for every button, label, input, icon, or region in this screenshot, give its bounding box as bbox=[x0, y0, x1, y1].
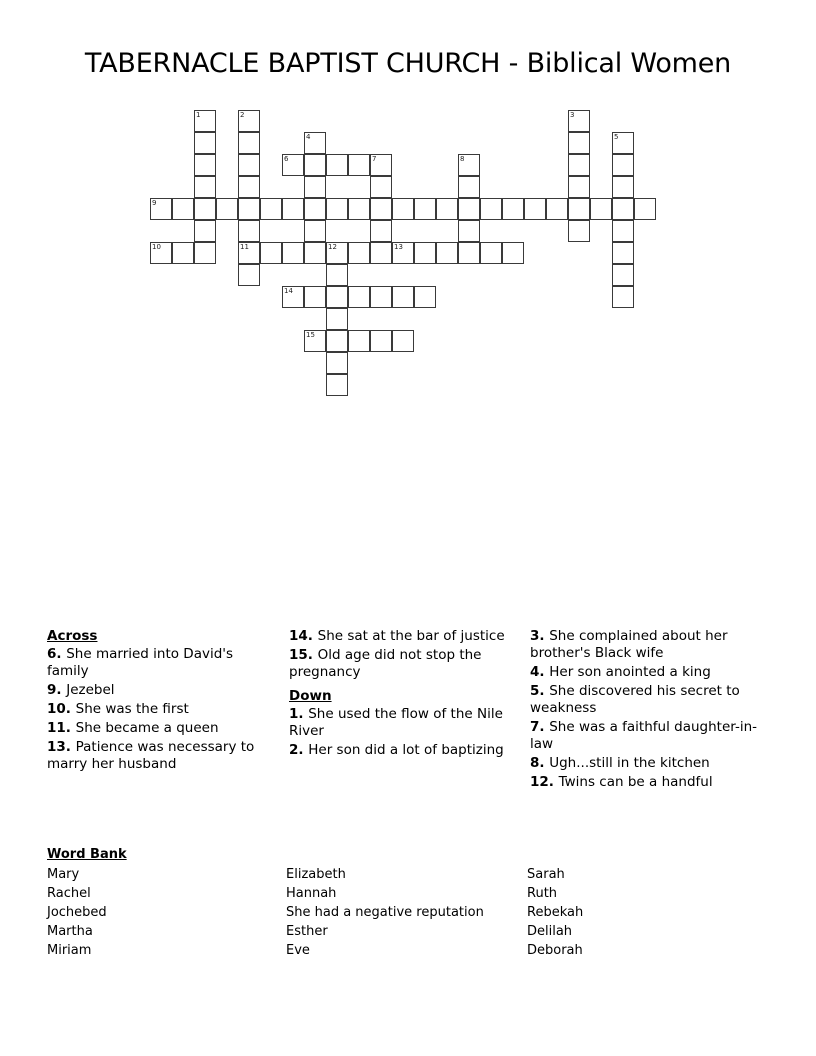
word-bank-entry: Delilah bbox=[527, 924, 573, 939]
grid-cell[interactable] bbox=[194, 154, 216, 176]
clue-item bbox=[47, 701, 275, 718]
grid-cell[interactable] bbox=[238, 132, 260, 154]
grid-cell[interactable] bbox=[436, 242, 458, 264]
grid-cell[interactable] bbox=[392, 286, 414, 308]
word-bank-entry: Esther bbox=[286, 924, 328, 939]
clue-item bbox=[47, 682, 275, 699]
word-bank-entry: Eve bbox=[286, 943, 310, 958]
grid-cell[interactable] bbox=[194, 132, 216, 154]
grid-cell-number: 15 bbox=[306, 331, 315, 339]
clue-item bbox=[289, 706, 517, 740]
grid-cell[interactable] bbox=[238, 264, 260, 286]
grid-cell[interactable] bbox=[194, 198, 216, 220]
grid-cell[interactable] bbox=[150, 198, 172, 220]
grid-cell[interactable] bbox=[326, 374, 348, 396]
word-bank-entry: Martha bbox=[47, 924, 93, 939]
grid-cell[interactable] bbox=[612, 132, 634, 154]
grid-cell[interactable] bbox=[546, 198, 568, 220]
grid-cell[interactable] bbox=[348, 242, 370, 264]
clues-column-2 bbox=[289, 628, 517, 761]
grid-cell-number: 8 bbox=[460, 155, 465, 163]
grid-cell[interactable] bbox=[282, 286, 304, 308]
grid-cell[interactable] bbox=[150, 242, 172, 264]
grid-cell[interactable] bbox=[348, 154, 370, 176]
word-bank-entry: Rachel bbox=[47, 886, 91, 901]
grid-cell[interactable] bbox=[282, 154, 304, 176]
grid-cell[interactable] bbox=[370, 242, 392, 264]
grid-cell[interactable] bbox=[194, 220, 216, 242]
grid-cell[interactable] bbox=[568, 176, 590, 198]
word-bank-entry: Elizabeth bbox=[286, 867, 346, 882]
clue-item bbox=[47, 720, 275, 737]
grid-cell[interactable] bbox=[194, 110, 216, 132]
grid-cell[interactable] bbox=[414, 286, 436, 308]
grid-cell-number: 11 bbox=[240, 243, 249, 251]
clue-text: She used the flow of the Nile River bbox=[289, 706, 503, 739]
clue-number: 2. bbox=[289, 742, 309, 758]
grid-cell[interactable] bbox=[392, 330, 414, 352]
grid-cell[interactable] bbox=[612, 176, 634, 198]
word-bank-heading: Word Bank bbox=[47, 847, 127, 862]
clue-item bbox=[47, 646, 275, 680]
grid-cell[interactable] bbox=[172, 242, 194, 264]
word-bank-rows bbox=[47, 865, 747, 960]
grid-cell[interactable] bbox=[568, 220, 590, 242]
grid-cell[interactable] bbox=[326, 242, 348, 264]
grid-cell[interactable] bbox=[326, 352, 348, 374]
grid-cell[interactable] bbox=[194, 242, 216, 264]
grid-cell[interactable] bbox=[304, 198, 326, 220]
grid-cell[interactable] bbox=[304, 176, 326, 198]
grid-cell-number: 12 bbox=[328, 243, 337, 251]
grid-cell[interactable] bbox=[238, 154, 260, 176]
grid-cell[interactable] bbox=[238, 220, 260, 242]
grid-cell[interactable] bbox=[326, 308, 348, 330]
grid-cell-number: 3 bbox=[570, 111, 575, 119]
clue-section-heading: Down bbox=[289, 688, 332, 704]
grid-cell[interactable] bbox=[370, 330, 392, 352]
grid-cell[interactable] bbox=[502, 242, 524, 264]
grid-cell[interactable] bbox=[370, 220, 392, 242]
clue-text: Her son did a lot of baptizing bbox=[308, 742, 504, 758]
clue-text: She became a queen bbox=[75, 720, 219, 736]
grid-cell[interactable] bbox=[304, 286, 326, 308]
grid-cell[interactable] bbox=[348, 330, 370, 352]
grid-cell[interactable] bbox=[172, 198, 194, 220]
grid-cell[interactable] bbox=[348, 198, 370, 220]
grid-cell[interactable] bbox=[326, 264, 348, 286]
grid-cell[interactable] bbox=[458, 198, 480, 220]
grid-cell[interactable] bbox=[502, 198, 524, 220]
grid-cell[interactable] bbox=[612, 154, 634, 176]
clue-number: 14. bbox=[289, 628, 318, 644]
clue-text: Old age did not stop the pregnancy bbox=[289, 647, 482, 680]
word-bank-entry: She had a negative reputation bbox=[286, 905, 484, 920]
grid-cell[interactable] bbox=[348, 286, 370, 308]
clue-section-heading: Across bbox=[47, 628, 98, 644]
grid-cell[interactable] bbox=[612, 286, 634, 308]
grid-cell[interactable] bbox=[326, 330, 348, 352]
grid-cell[interactable] bbox=[458, 154, 480, 176]
clue-item bbox=[530, 719, 765, 753]
grid-cell[interactable] bbox=[326, 286, 348, 308]
clue-number: 7. bbox=[530, 719, 550, 735]
grid-cell[interactable] bbox=[612, 264, 634, 286]
grid-cell[interactable] bbox=[326, 154, 348, 176]
grid-cell[interactable] bbox=[194, 176, 216, 198]
word-bank-entry: Rebekah bbox=[527, 905, 584, 920]
clue-text: Ugh...still in the kitchen bbox=[549, 755, 710, 771]
clue-number: 11. bbox=[47, 720, 76, 736]
clue-text: Twins can be a handful bbox=[558, 774, 713, 790]
clues-column-1 bbox=[47, 628, 275, 775]
grid-cell-number: 2 bbox=[240, 111, 245, 119]
clue-number: 8. bbox=[530, 755, 550, 771]
grid-cell-number: 10 bbox=[152, 243, 161, 251]
grid-cell-number: 1 bbox=[196, 111, 201, 119]
grid-cell[interactable] bbox=[304, 330, 326, 352]
grid-cell[interactable] bbox=[568, 110, 590, 132]
clue-number: 9. bbox=[47, 682, 67, 698]
grid-cell[interactable] bbox=[414, 242, 436, 264]
clue-text: Her son anointed a king bbox=[549, 664, 711, 680]
clue-number: 6. bbox=[47, 646, 67, 662]
clue-text: She sat at the bar of justice bbox=[317, 628, 505, 644]
grid-cell[interactable] bbox=[612, 242, 634, 264]
grid-cell[interactable] bbox=[326, 198, 348, 220]
grid-cell[interactable] bbox=[238, 110, 260, 132]
grid-cell[interactable] bbox=[370, 286, 392, 308]
clue-text: She was the first bbox=[75, 701, 189, 717]
clue-number: 4. bbox=[530, 664, 550, 680]
grid-cell-number: 14 bbox=[284, 287, 293, 295]
clue-item bbox=[289, 647, 517, 681]
clue-text: Jezebel bbox=[66, 682, 115, 698]
clue-item bbox=[47, 739, 275, 773]
grid-cell[interactable] bbox=[568, 198, 590, 220]
grid-cell[interactable] bbox=[634, 198, 656, 220]
word-bank-entry: Sarah bbox=[527, 867, 565, 882]
grid-cell[interactable] bbox=[238, 242, 260, 264]
grid-cell[interactable] bbox=[458, 242, 480, 264]
clue-text: She was a faithful daughter-in-law bbox=[530, 719, 757, 752]
clue-text: She married into David's family bbox=[47, 646, 234, 679]
clue-number: 12. bbox=[530, 774, 559, 790]
clue-item bbox=[530, 774, 765, 791]
grid-cell[interactable] bbox=[238, 198, 260, 220]
grid-cell[interactable] bbox=[568, 154, 590, 176]
word-bank-entry: Hannah bbox=[286, 886, 337, 901]
crossword-grid[interactable] bbox=[150, 110, 680, 400]
clue-number: 13. bbox=[47, 739, 76, 755]
clue-text: She complained about her brother's Black wife bbox=[530, 628, 728, 661]
clue-number: 5. bbox=[530, 683, 550, 699]
clue-item bbox=[530, 683, 765, 717]
word-bank-entry: Mary bbox=[47, 867, 80, 882]
grid-cell[interactable] bbox=[216, 198, 238, 220]
grid-cell-number: 6 bbox=[284, 155, 289, 163]
word-bank-entry: Miriam bbox=[47, 943, 92, 958]
grid-cell[interactable] bbox=[480, 198, 502, 220]
grid-cell[interactable] bbox=[458, 220, 480, 242]
clues-column-3 bbox=[530, 628, 765, 793]
grid-cell[interactable] bbox=[392, 198, 414, 220]
word-bank bbox=[47, 845, 747, 960]
clue-number: 10. bbox=[47, 701, 76, 717]
grid-cell[interactable] bbox=[370, 154, 392, 176]
clue-number: 3. bbox=[530, 628, 550, 644]
grid-cell[interactable] bbox=[568, 132, 590, 154]
grid-cell[interactable] bbox=[414, 198, 436, 220]
grid-cell[interactable] bbox=[458, 176, 480, 198]
grid-cell[interactable] bbox=[480, 242, 502, 264]
grid-cell-number: 13 bbox=[394, 243, 403, 251]
word-bank-entry: Ruth bbox=[527, 886, 558, 901]
grid-cell[interactable] bbox=[436, 198, 458, 220]
clue-text: She discovered his secret to weakness bbox=[530, 683, 740, 716]
grid-cell[interactable] bbox=[524, 198, 546, 220]
word-bank-row bbox=[47, 884, 747, 903]
grid-cell[interactable] bbox=[304, 154, 326, 176]
clue-item bbox=[289, 628, 517, 645]
grid-cell[interactable] bbox=[612, 220, 634, 242]
grid-cell[interactable] bbox=[304, 242, 326, 264]
grid-cell[interactable] bbox=[282, 198, 304, 220]
word-bank-entry: Deborah bbox=[527, 943, 583, 958]
grid-cell[interactable] bbox=[260, 198, 282, 220]
grid-cell[interactable] bbox=[304, 132, 326, 154]
grid-cell-number: 5 bbox=[614, 133, 619, 141]
grid-cell[interactable] bbox=[590, 198, 612, 220]
clue-text: Patience was necessary to marry her husband bbox=[47, 739, 255, 772]
grid-cell[interactable] bbox=[238, 176, 260, 198]
grid-cell[interactable] bbox=[392, 242, 414, 264]
grid-cell[interactable] bbox=[370, 198, 392, 220]
clue-item bbox=[289, 742, 517, 759]
grid-cell[interactable] bbox=[370, 176, 392, 198]
clue-item bbox=[530, 664, 765, 681]
grid-cell[interactable] bbox=[304, 220, 326, 242]
grid-cell-number: 9 bbox=[152, 199, 157, 207]
grid-cell[interactable] bbox=[612, 198, 634, 220]
word-bank-row bbox=[47, 865, 747, 884]
clue-item bbox=[530, 755, 765, 772]
grid-cell-number: 7 bbox=[372, 155, 377, 163]
word-bank-row bbox=[47, 922, 747, 941]
grid-cell[interactable] bbox=[260, 242, 282, 264]
clue-number: 15. bbox=[289, 647, 318, 663]
page-title: TABERNACLE BAPTIST CHURCH - Biblical Women bbox=[84, 48, 732, 79]
word-bank-entry: Jochebed bbox=[47, 905, 107, 920]
word-bank-row bbox=[47, 903, 747, 922]
clue-number: 1. bbox=[289, 706, 309, 722]
word-bank-row bbox=[47, 941, 747, 960]
clue-item bbox=[530, 628, 765, 662]
grid-cell[interactable] bbox=[282, 242, 304, 264]
grid-cell-number: 4 bbox=[306, 133, 311, 141]
